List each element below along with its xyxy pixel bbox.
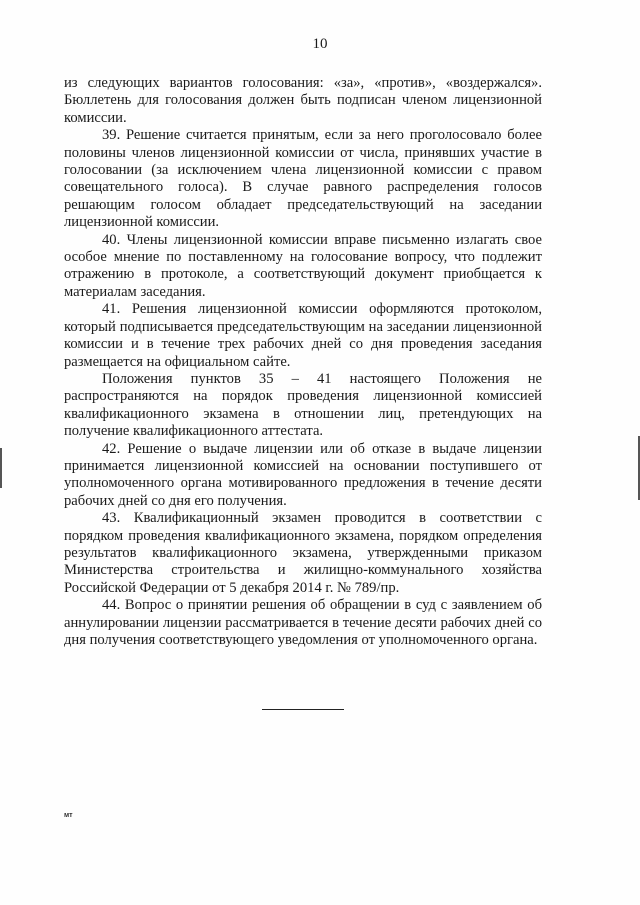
end-of-text-rule [262,709,344,710]
paragraph-44: 44. Вопрос о принятии решения об обращении в суд с заявлением об аннулировании лицензии рассматривается в течение десяти рабочих дней со дня получения соответствующего уведомления от уполномоченного органа. [64,597,542,648]
paragraph-41: 41. Решения лицензионной комиссии оформляются протоколом, который подписывается председательствующим на заседании лицензионной комиссии и в течение трех рабочих дней со дня проведения заседания размещается на официальном сайте. [64,301,542,370]
footer-mark: мт [64,812,73,819]
paragraph-43: 43. Квалификационный экзамен проводится в соответствии с порядком проведения квалификационного экзамена, порядком определения результатов квалификационного экзамена, утвержденными приказом Министерства строительства и жилищно-коммунального хозяйства Российской Федерации от 5 декабря 2014 г. № 789/пр. [64,510,542,596]
paragraph-42: 42. Решение о выдаче лицензии или об отказе в выдаче лицензии принимается лицензионной комиссией на основании поступившего от уполномоченного органа мотивированного предложения в течение десяти рабочих дней со дня его получения. [64,440,542,509]
paragraph-39: 39. Решение считается принятым, если за него проголосовало более половины членов лицензионной комиссии от числа, принявших участие в голосовании (за исключением члена лицензионной комиссии с правом совещательного голоса). В случае равного распределения голосов решающим голосом обладает председательствующий на заседании лицензионной комиссии. [64,127,542,231]
document-body [64,75,542,649]
paragraph-40: 40. Члены лицензионной комиссии вправе письменно излагать свое особое мнение по поставленному на голосование вопросу, что подлежит отражению в протоколе, а соответствующий документ приобщается к материалам заседания. [64,231,542,300]
paragraph-voting-options: из следующих вариантов голосования: «за», «против», «воздержался». Бюллетень для голосования должен быть подписан членом лицензионной комиссии. [64,75,542,126]
left-scan-edge-mark [0,448,2,488]
page-number: 10 [312,36,328,52]
paragraph-41-note: Положения пунктов 35 – 41 настоящего Положения не распространяются на порядок проведения лицензионной комиссией квалификационного экзамена в отношении лиц, претендующих на получение квалификационного аттестата. [64,370,542,440]
